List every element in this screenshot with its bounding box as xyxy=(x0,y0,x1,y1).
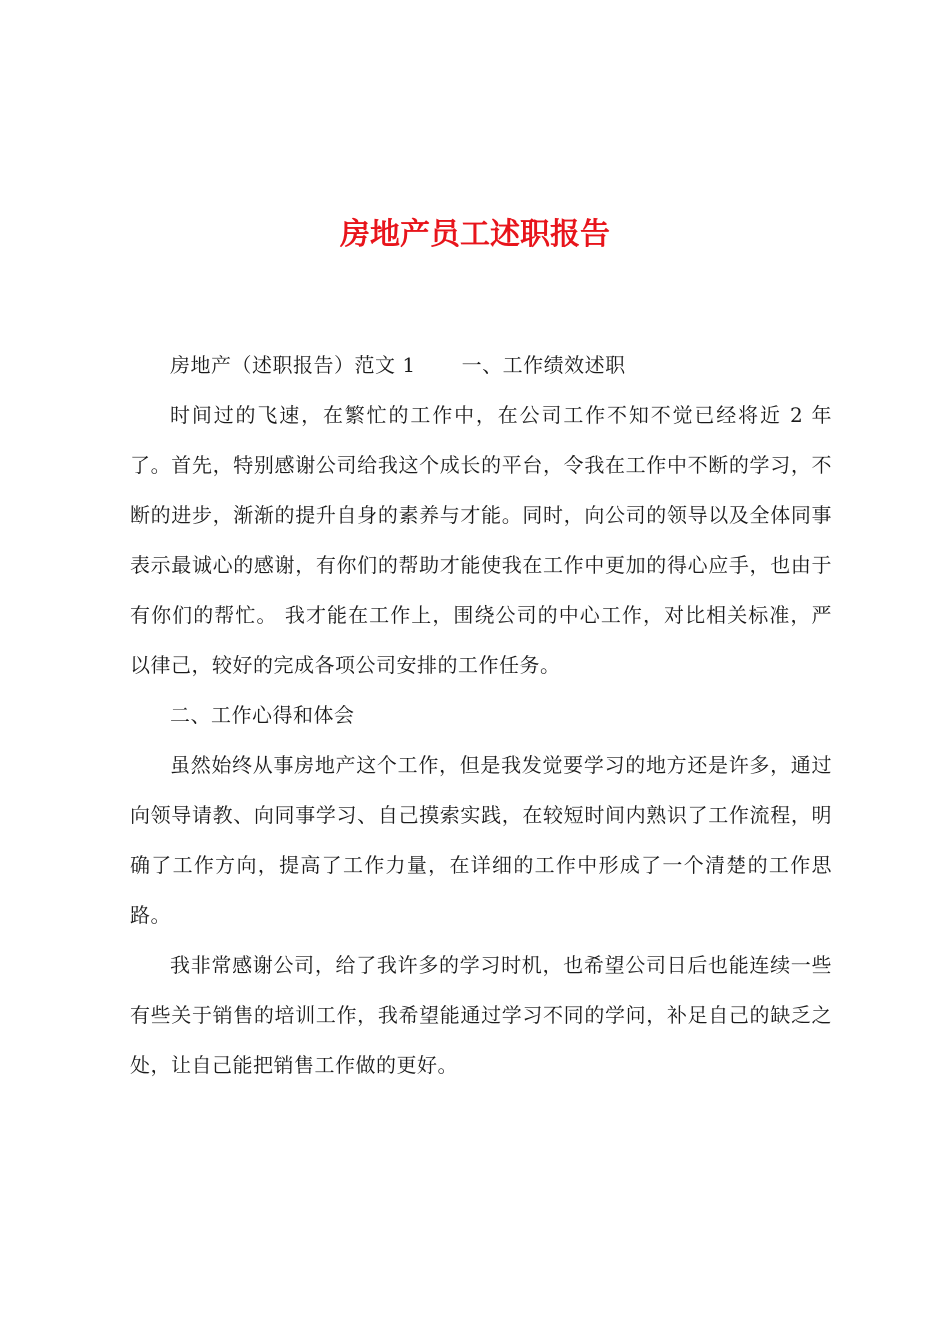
section1-heading: 一、工作绩效述职 xyxy=(461,353,626,377)
section1-paragraph: 时间过的飞速，在繁忙的工作中，在公司工作不知不觉已经将近 2 年了。首先，特别感谢公司给我这个成长的平台，令我在工作中不断的学习，不断的进步，渐渐的提升自身的素养与才能。同时，向公司的领导以及全体同事表示最诚心的感谢，有你们的帮助才能使我在工作中更加的得心应手，也由于有你们的帮忙。 我才能在工作上，围绕公司的中心工作，对比相关标准，严以律己，较好的完成各项公司安排的工作任务。 xyxy=(130,403,832,677)
section2-paragraph-2: 我非常感谢公司，给了我许多的学习时机，也希望公司日后也能连续一些有些关于销售的培训工作，我希望能通过学习不同的学问，补足自己的缺乏之处，让自己能把销售工作做的更好。 xyxy=(130,953,832,1077)
section2-paragraph-1: 虽然始终从事房地产这个工作，但是我发觉要学习的地方还是许多，通过向领导请教、向同事学习、自己摸索实践，在较短时间内熟识了工作流程，明确了工作方向，提高了工作力量，在详细的工作中形成了一个清楚的工作思路。 xyxy=(130,753,832,927)
document-title: 房地产员工述职报告 xyxy=(340,217,610,252)
intro-line xyxy=(130,340,832,390)
section2-heading: 二、工作心得和体会 xyxy=(170,703,355,727)
document-body xyxy=(130,340,832,1090)
intro-label: 房地产（述职报告）范文 1 xyxy=(170,353,416,377)
